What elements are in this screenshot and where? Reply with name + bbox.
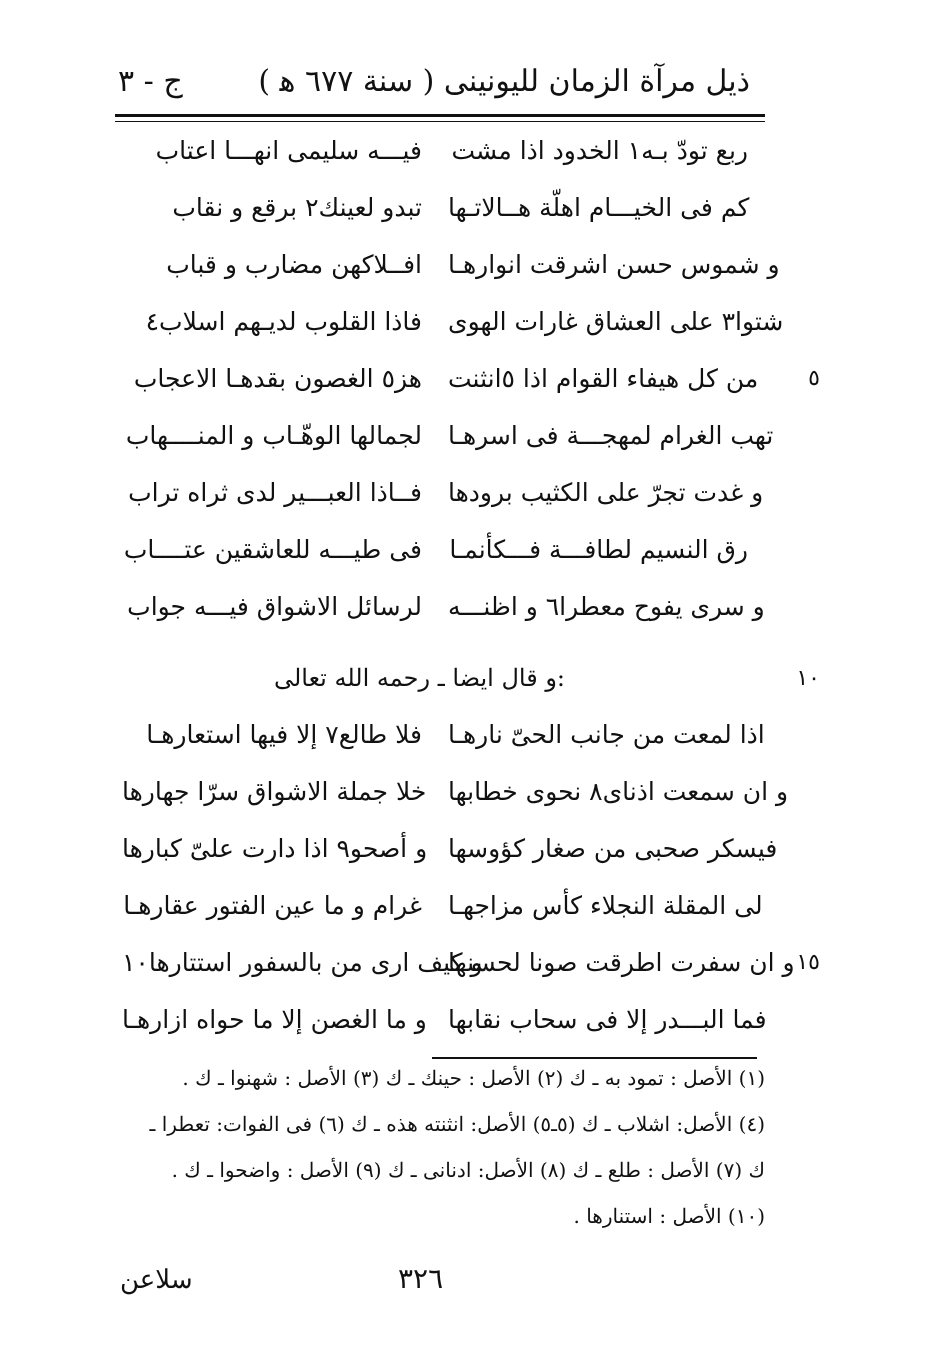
footnote-line: (١٠) الأصل : استنارها . <box>573 1204 765 1228</box>
verse-first-hemistich: فيسكر صحبى من صغار كؤوسها <box>448 834 778 863</box>
verse-second-hemistich: فيـــه سليمى انهـــا اعتاب <box>155 136 422 165</box>
verse-second-hemistich: لرسائل الاشواق فيـــه جواب <box>127 592 422 621</box>
poem-intro-line <box>110 664 820 704</box>
verse-first-hemistich: و ان سفرت اطرقت صونا لحسنها <box>448 948 795 977</box>
verse-second-hemistich: هز٥ الغصون بقدهـا الاعجاب <box>133 364 422 393</box>
line-number: ١٠ <box>796 666 820 691</box>
verse-second-hemistich: خلا جملة الاشواق سرّا جهارها <box>122 777 427 806</box>
verse-second-hemistich: لجمالها الوهّـاب و المنــــهاب <box>125 421 422 450</box>
signature-mark: سلاعن <box>120 1265 193 1295</box>
running-title <box>258 64 750 99</box>
verse-first-hemistich: فما البـــدر إلا فى سحاب نقابها <box>448 1005 767 1034</box>
year-label: ( سنة ٦٧٧ ﻫ ) <box>258 64 435 99</box>
verse-line <box>110 712 765 769</box>
verse-line <box>110 413 774 470</box>
poem-two <box>110 712 820 1054</box>
verse-second-hemistich: فلا طالع٧ إلا فيها استعارهـا <box>146 720 422 749</box>
verse-first-hemistich: من كل هيفاء القوام اذا ٥انثنت <box>448 364 759 393</box>
verse-first-hemistich: كم فى الخيـــام اهلّة هــالاتـها <box>448 193 750 222</box>
verse-first-hemistich: شتوا٣ على العشاق غارات الهوى <box>448 307 784 336</box>
verse-line <box>110 356 820 413</box>
page-number: ٣٢٦ <box>398 1262 444 1295</box>
verse-first-hemistich: لى المقلة النجلاء كأس مزاجهـا <box>448 891 763 920</box>
verse-line <box>110 242 780 299</box>
verse-second-hemistich: و ما الغصن إلا ما حواه ازارهـا <box>122 1005 427 1034</box>
verse-line <box>110 470 764 527</box>
verse-second-hemistich: فاذا القلوب لديـهم اسلاب٤ <box>145 307 422 336</box>
poem-one <box>110 128 820 641</box>
volume-label: ج - ٣ <box>118 64 183 99</box>
verse-line <box>110 185 760 242</box>
verse-line <box>110 769 789 826</box>
book-title: ذيل مرآة الزمان لليونينى <box>443 64 750 99</box>
header-rule-thick <box>115 114 765 117</box>
line-number: ٥ <box>808 366 820 391</box>
footnote-rule <box>432 1057 757 1059</box>
verse-first-hemistich: و شموس حسن اشرقت انوارهـا <box>448 250 780 279</box>
verse-second-hemistich: غرام و ما عين الفتور عقارهـا <box>123 891 422 920</box>
verse-first-hemistich: ربع تودّ بـه١ الخدود اذا مشت <box>451 136 748 165</box>
verse-line <box>110 997 767 1054</box>
verse-second-hemistich: و أصحو٩ اذا دارت علىّ كبارها <box>122 834 428 863</box>
verse-line <box>110 826 778 883</box>
verse-line <box>110 527 760 584</box>
verse-first-hemistich: اذا لمعت من جانب الحىّ نارهـا <box>448 720 765 749</box>
line-number: ١٥ <box>796 950 820 975</box>
footnote-line: (٤) الأصل: اشلاب ـ ك (٥ـ٥) الأصل: انثنته هذه ـ ك (٦) فى الفوات: تعطرا ـ <box>149 1112 765 1136</box>
footnote-line: (١) الأصل : تمود به ـ ك (٢) الأصل : حينك ـ ك (٣) الأصل : شهنوا ـ ك . <box>182 1066 765 1090</box>
verse-first-hemistich: و غدت تجرّ على الكثيب برودها <box>448 478 764 507</box>
verse-second-hemistich: فى طيـــه للعاشقين عتــــاب <box>123 535 422 564</box>
footnote-line: ك (٧) الأصل : طلع ـ ك (٨) الأصل: ادنانى ـ ك (٩) الأصل : واضحوا ـ ك . <box>171 1158 765 1182</box>
verse-second-hemistich: افــلاكهن مضارب و قباب <box>166 250 422 279</box>
verse-line <box>110 299 784 356</box>
verse-line <box>110 883 763 940</box>
verse-first-hemistich: تهب الغرام لمهجـــة فى اسرهـا <box>448 421 774 450</box>
footnotes <box>100 1066 765 1250</box>
verse-first-hemistich: و ان سمعت اذناى٨ نحوى خطابها <box>448 777 789 806</box>
poem-intro-text: و قال ايضا ـ رحمه الله تعالى: <box>273 664 565 692</box>
verse-first-hemistich: و سرى يفوح معطرا٦ و اظنـــه <box>448 592 765 621</box>
verse-line <box>110 584 765 641</box>
header-rule-thin <box>115 121 765 122</box>
verse-second-hemistich: تبدو لعينك٢ برقع و نقاب <box>172 193 422 222</box>
verse-second-hemistich: و كيف ارى من بالسفور استتارها١٠ <box>122 948 483 977</box>
verse-line <box>110 940 820 997</box>
verse-second-hemistich: فــاذا العبـــير لدى ثراه تراب <box>128 478 422 507</box>
verse-line <box>110 128 760 185</box>
verse-first-hemistich: رق النسيم لطافـــة فـــكأنمـا <box>449 535 748 564</box>
